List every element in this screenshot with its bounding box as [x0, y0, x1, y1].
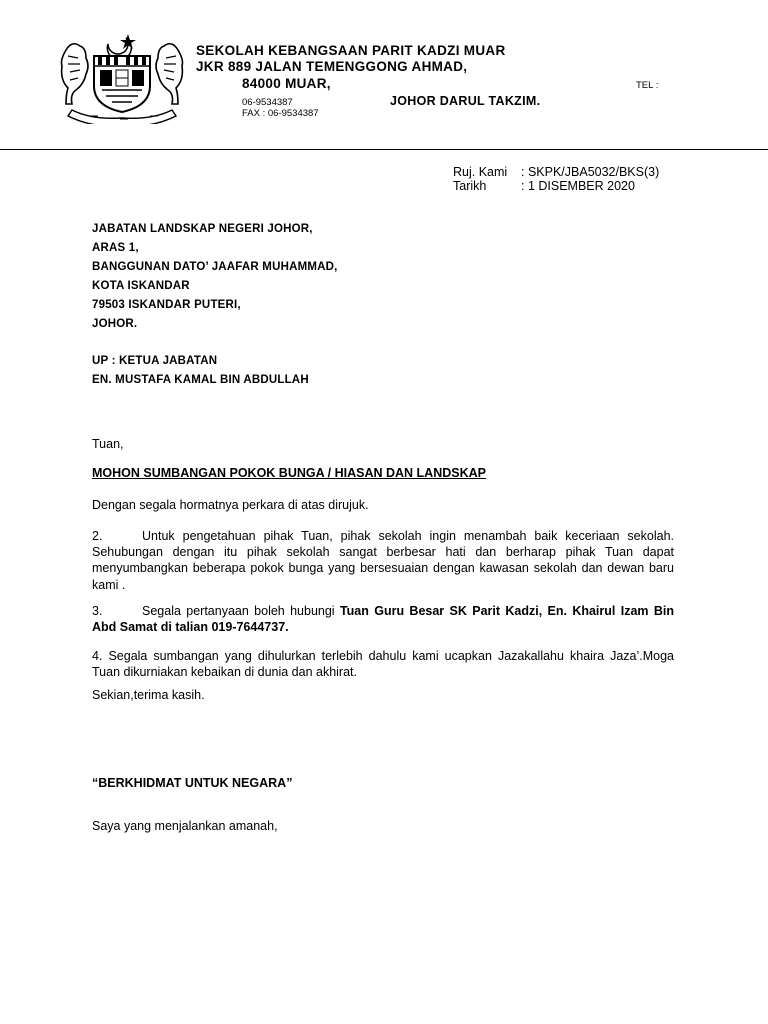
ruj-value: : SKPK/JBA5032/BKS(3)	[521, 165, 660, 179]
paragraph-4: 4. Segala sumbangan yang dihulurkan terlebih dahulu kami ucapkan Jazakallahu khaira Jaza’.Moga Tuan dikurniakan kebaikan di dunia dan akhirat.	[92, 649, 674, 680]
subject-line: MOHON SUMBANGAN POKOK BUNGA / HIASAN DAN LANDSKAP	[92, 466, 486, 480]
paragraph-1: Dengan segala hormatnya perkara di atas dirujuk.	[92, 498, 369, 512]
recipient-line: JABATAN LANDSKAP NEGERI JOHOR,	[92, 223, 313, 235]
school-postcode-city: 84000 MUAR,	[242, 76, 331, 91]
paragraph-2-text: Untuk pengetahuan pihak Tuan, pihak sekolah ingin menambah baik keceriaan sekolah. Sehubungan dengan itu pihak sekolah sangat berbesar hati dan berharap pihak Tuan dapat menyumbangkan beberapa pokok bunga yang bersesuaian dengan kawasan sekolah dan dewan baru kami .	[92, 529, 674, 592]
recipient-line: BANGGUNAN DATO’ JAAFAR MUHAMMAD,	[92, 261, 338, 273]
tarikh-value: : 1 DISEMBER 2020	[521, 179, 635, 193]
school-name: SEKOLAH KEBANGSAAN PARIT KADZI MUAR	[196, 43, 506, 58]
paragraph-2	[92, 528, 674, 593]
paragraph-3	[92, 603, 674, 635]
attention-line: UP : KETUA JABATAN	[92, 355, 218, 367]
salutation: Tuan,	[92, 437, 124, 451]
recipient-line: 79503 ISKANDAR PUTERI,	[92, 299, 241, 311]
letterhead-divider	[0, 149, 768, 150]
ruj-label: Ruj. Kami	[453, 165, 508, 179]
phone-number: 06-9534387	[242, 97, 293, 108]
tel-label: TEL :	[636, 80, 659, 91]
closing: Sekian,terima kasih.	[92, 688, 205, 702]
recipient-line: ARAS 1,	[92, 242, 139, 254]
recipient-line: JOHOR.	[92, 318, 138, 330]
recipient-line: KOTA ISKANDAR	[92, 280, 190, 292]
coat-of-arms-logo	[58, 30, 186, 124]
paragraph-3-contact: Tuan Guru Besar SK Parit Kadzi, En. Khairul Izam Bin Abd Samat di talian 019-7644737.	[92, 604, 674, 635]
fax-number: FAX : 06-9534387	[242, 108, 319, 119]
school-street: JKR 889 JALAN TEMENGGONG AHMAD,	[196, 59, 468, 74]
paragraph-3-number: 3.	[92, 604, 103, 618]
school-state: JOHOR DARUL TAKZIM.	[390, 94, 541, 108]
paragraph-3-text: Segala pertanyaan boleh hubungi	[142, 604, 340, 618]
sign-off: Saya yang menjalankan amanah,	[92, 819, 278, 833]
motto: “BERKHIDMAT UNTUK NEGARA”	[92, 776, 293, 790]
tarikh-label: Tarikh	[453, 179, 487, 193]
attention-name: EN. MUSTAFA KAMAL BIN ABDULLAH	[92, 374, 309, 386]
paragraph-2-number: 2.	[92, 529, 103, 543]
